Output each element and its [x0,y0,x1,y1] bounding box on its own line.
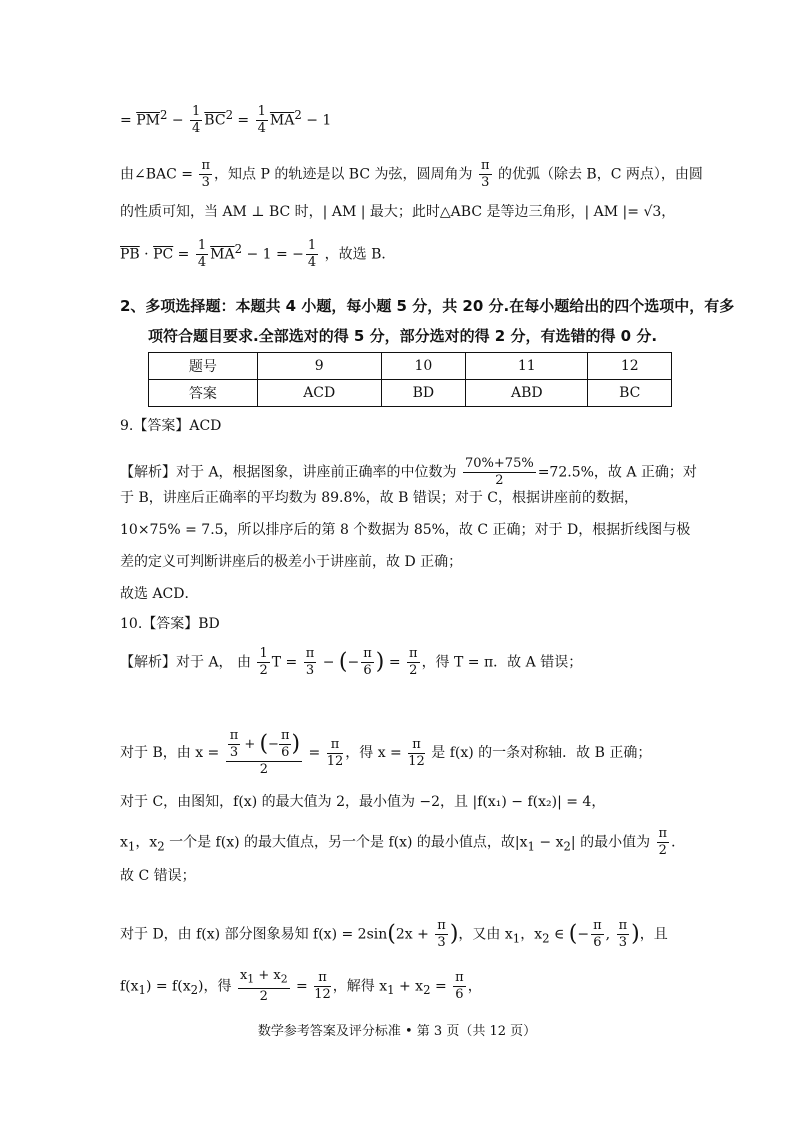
section-heading: 2、多项选择题：本题共 4 小题，每小题 5 分，共 20 分.在每小题给出的四个选项中，有多 [120,297,735,315]
table-cell: 11 [466,353,588,380]
paragraph-line: 于 B，讲座后正确率的平均数为 89.8%，故 B 错误；对于 C，根据讲座前的数据， [120,490,639,506]
table-row [149,353,672,380]
paragraph-line: 故 C 错误； [120,868,196,884]
table-cell: BD [381,380,465,407]
formula-top: = $\overline{PM}^2$ − $\frac{1}{4}$ $\overline{BC}^2$ = $\frac{1}{4}$ $\overline{MA}^2 - 1$ [120,104,332,136]
table-row [149,380,672,407]
table-cell: 题号 [149,353,258,380]
table-cell: 9 [257,353,381,380]
paragraph-line: 【解析】对于 A， 由 $\frac{1}{2}$ T = $\frac{\pi}{3}$ − (− $\frac{\pi}{6}$ ) = $\frac{\pi}{2}$ ，得 T = π．故 A 错误； [120,646,583,678]
paragraph-line: 的性质可知，当 AM ⊥ BC 时，| AM | 最大；此时△ABC 是等边三角形，| AM |= √3， [120,204,676,220]
answer-label: 10.【答案】BD [120,616,220,632]
paragraph-line: 对于 B，由 x = $\frac{\pi}{3}$ + (− $\frac{\pi}{6}$ ) 2 = $\frac{\pi}{12}$ ，得 x = $\frac{\pi}{12}$ 是 f(x) 的一条对称轴．故 B 正确； [120,728,652,777]
paragraph-line: 对于 C，由图知，f(x) 的最大值为 2，最小值为 −2，且 |f(x₁) − f(x₂)| = 4， [120,794,606,810]
page-footer: 数学参考答案及评分标准 • 第 3 页（共 12 页） [257,1024,537,1039]
section-heading: 项符合题目要求.全部选对的得 5 分，部分选对的得 2 分，有选错的得 0 分. [148,327,658,345]
table-cell: ABD [466,380,588,407]
table-cell: 10 [381,353,465,380]
paragraph-line: 【解析】对于 A，根据图象，讲座前正确率的中位数为 $\frac{70\%+75\%}{2}$ =72.5%，故 A 正确；对 [120,456,697,488]
table-cell: ACD [257,380,381,407]
paragraph-line: 10×75% = 7.5，所以排序后的第 8 个数据为 85%，故 C 正确；对于 D，根据折线图与极 [120,522,691,538]
answer-label: 9.【答案】ACD [120,418,222,434]
table-cell: 答案 [149,380,258,407]
table-cell: 12 [588,353,672,380]
paragraph-line: $f(x_1) = f(x_2)$，得 $\frac{x_1 + x_2}{2}$ = $\frac{\pi}{12}$ ，解得 $x_1 + x_2$ = $\frac{\pi}{6}$ ， [120,968,482,1004]
paragraph-line: $x_1$，$x_2$ 一个是 f(x) 的最大值点，另一个是 f(x) 的最小值点，故$|x_1 - x_2|$ 的最小值为 $\frac{\pi}{2}$ ． [120,826,686,858]
table-cell: BC [588,380,672,407]
paragraph-line: 差的定义可判断讲座后的极差小于讲座前，故 D 正确； [120,554,463,570]
paragraph-line: 故选 ACD． [120,586,199,602]
paragraph-line: $\overline{PB} \cdot \overline{PC}$ = $\frac{1}{4}$ $\overline{MA}^2 - 1$ = − $\frac{1}{4}$ ，故选 B． [120,238,396,270]
answer-table [148,352,672,407]
paragraph-line: 由∠BAC = $\frac{\pi}{3}$ ，知点 P 的轨迹是以 BC 为弦，圆周角为 $\frac{\pi}{3}$ 的优弧（除去 B，C 两点），由圆 [120,158,703,190]
paragraph-line: 对于 D，由 f(x) 部分图象易知 f(x) = 2sin(2x + $\frac{\pi}{3}$ )，又由 $x_1$，$x_2$ ∈ (− $\frac{\pi}{6}$ , $\frac{\pi}{3}$ )，且 [120,918,668,950]
